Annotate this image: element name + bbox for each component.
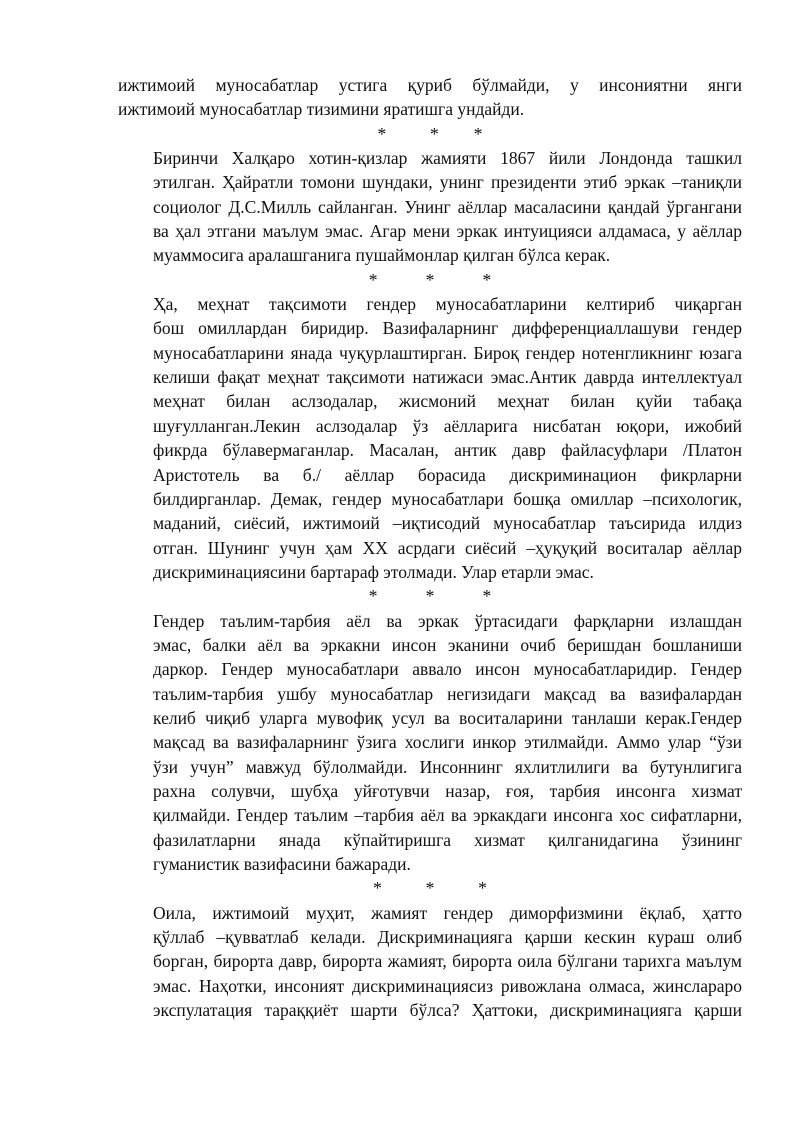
text-line: Оила, ижтимоий муҳит, жамият гендер диморфизмини ёқлаб, ҳатто [153,902,742,923]
text-line: ва ҳал этгани маълум эмас. Агар мени эркак интуицияси алдамаса, у аёллар [153,221,742,242]
text-line: эмас. Наҳотки, инсоният дискриминациясиз ривожлана олмаса, жинслараро [153,975,742,996]
paragraph-family-society [118,901,742,1023]
text-line: социолог Д.С.Милль сайланган. Унинг аёллар масаласини қандай ўргангани [153,196,742,217]
paragraph-gender-education [118,609,742,877]
text-line: таълим-тарбия ушбу муносабатлар негизидаги мақсад ва вазифалардан [153,683,742,704]
text-line: Аристотель ва б./ аёллар борасида дискриминацион фикрларни [153,464,742,485]
document-body [118,73,742,1022]
text-line: фикрда бўлавермаганлар. Масалан, антик давр файласуфлари /Платон [153,440,742,461]
paragraph-intro [118,73,742,122]
text-line: этилган. Ҳайратли томони шундаки, унинг президенти этиб эркак –таниқли [153,172,742,193]
text-line: ижтимоий муносабатлар тизимини яратишга ундайди. [118,99,525,120]
text-line: ижтимоий муносабатлар устига қуриб бўлмайди, у инсониятни янги [118,75,742,95]
text-line: бош омиллардан биридир. Вазифаларнинг дифференциаллашуви гендер [153,318,742,339]
text-line: Ҳа, меҳнат тақсимоти гендер муносабатларини келтириб чиқарган [153,294,742,315]
text-line: фазилатларни янада кўпайтиришга хизмат қилганидагина ўзининг [153,829,742,850]
text-line: экспулатация тараққиёт шарти бўлса? Ҳаттоки, дискриминацияга қарши [153,1000,742,1021]
text-line: муаммосига аралашганига пушаймонлар қилган бўлса керак. [153,245,611,266]
text-line: келиб чиқиб уларга мувофиқ усул ва воситаларини танлаши керак.Гендер [153,707,742,728]
paragraph-society [118,146,742,268]
text-line: ўзи учун” мавжуд бўлолмайди. Инсоннинг яхлитлилиги ва бутунлигига [153,756,742,777]
text-line: даркор. Гендер муносабатлари аввало инсон муносабатларидир. Гендер [153,659,742,680]
text-line: борган, бирорта давр, бирорта жамият, бирорта оила бўлгани тарихга маълум [153,951,742,972]
section-separator: * * * [373,878,487,899]
text-line: рахна солувчи, шубҳа уйғотувчи назар, ғоя, тарбия инсонга хизмат [153,780,742,801]
text-line: отган. Шунинг учун ҳам XX асрдаги сиёсий –ҳуқуқий воситалар аёллар [153,537,742,558]
text-line: мақсад ва вазифаларнинг ўзига хослиги инкор этилмайди. Аммо улар “ўзи [153,732,742,753]
text-line: Биринчи Халқаро хотин-қизлар жамияти 1867 йили Лондонда ташкил [153,148,742,169]
section-separator: * * * [377,123,483,144]
text-line: муносабатларини янада чуқурлаштирган. Бироқ гендер нотенгликнинг юзага [153,342,742,363]
text-line: қўллаб –қувватлаб келади. Дискриминацияга қарши кескин кураш олиб [153,927,742,948]
text-line: меҳнат билан аслзодалар, жисмоний меҳнат билан қуйи табақа [153,391,742,412]
text-line: гуманистик вазифасини бажаради. [153,854,411,874]
text-line: маданий, сиёсий, ижтимоий –иқтисодий муносабатлар таъсирида илдиз [153,513,742,534]
text-line: эмас, балки аёл ва эркакни инсон эканини очиб беришдан бошланиши [153,634,742,655]
text-line: Гендер таълим-тарбия аёл ва эркак ўртасидаги фарқларни излашдан [153,610,742,631]
section-separator: * * * [368,586,492,607]
text-line: келиши фақат меҳнат тақсимоти натижаси эмас.Антик даврда интеллектуал [153,367,742,388]
text-line: қилмайди. Гендер таълим –тарбия аёл ва эркакдаги инсонга хос сифатларни, [153,805,742,826]
text-line: дискриминациясини бартараф этолмади. Улар етарли эмас. [153,561,594,582]
text-line: шуғулланган.Лекин аслзодалар ўз аёлларига нисбатан юқори, ижобий [153,415,742,436]
text-line: билдирганлар. Демак, гендер муносабатлари бошқа омиллар –психологик, [153,488,742,509]
paragraph-labor-division [118,292,742,584]
section-separator: * * * [368,269,492,290]
